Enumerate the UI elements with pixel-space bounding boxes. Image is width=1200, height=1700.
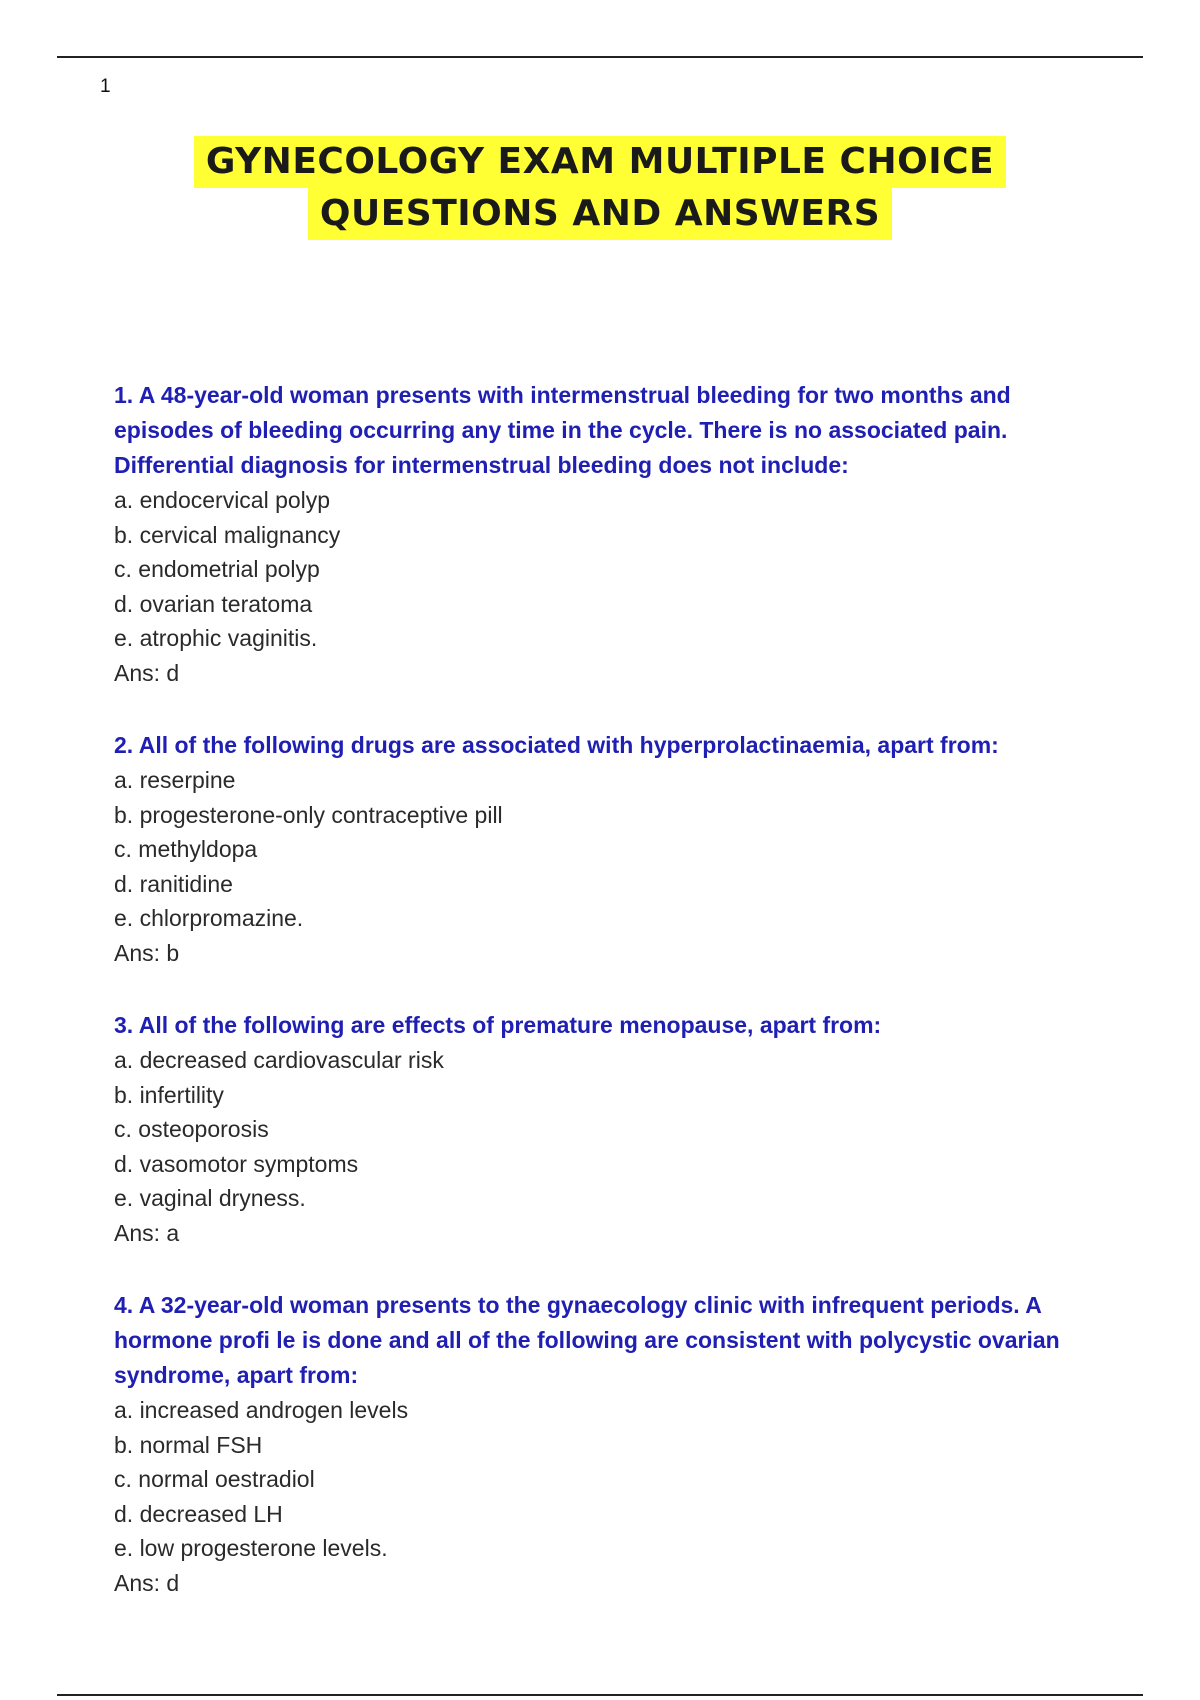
answer: Ans: d [114, 659, 180, 686]
title-line-1: GYNECOLOGY EXAM MULTIPLE CHOICE [194, 136, 1006, 188]
option-a: a. decreased cardiovascular risk [114, 1047, 444, 1073]
question-4 [114, 1288, 1074, 1600]
option-d: d. vasomotor symptoms [114, 1150, 359, 1177]
option-b: b. progesterone-only contraceptive pill [114, 801, 503, 828]
answer: Ans: d [114, 1569, 180, 1596]
question-text: 4. A 32-year-old woman presents to the gynaecology clinic with infrequent periods. A hormone profi le is done and all of the following are consistent with polycystic ovarian syndrome, apart from: [114, 1292, 1060, 1388]
bottom-rule [57, 1694, 1143, 1696]
page-title [0, 136, 1200, 240]
option-e: e. atrophic vaginitis. [114, 625, 318, 651]
option-c: c. methyldopa [114, 836, 258, 862]
option-b: b. normal FSH [114, 1431, 263, 1458]
option-d: d. ovarian teratoma [114, 590, 313, 617]
answer: Ans: b [114, 939, 180, 966]
option-e: e. vaginal dryness. [114, 1185, 306, 1211]
option-d: d. decreased LH [114, 1500, 283, 1527]
option-e: e. low progesterone levels. [114, 1535, 388, 1561]
option-b: b. infertility [114, 1081, 224, 1108]
question-list [114, 378, 1074, 1638]
question-1 [114, 378, 1074, 690]
option-a: a. increased androgen levels [114, 1397, 409, 1423]
option-d: d. ranitidine [114, 870, 233, 897]
option-c: c. osteoporosis [114, 1116, 269, 1142]
option-a: a. endocervical polyp [114, 487, 331, 513]
option-e: e. chlorpromazine. [114, 905, 304, 931]
question-text: 1. A 48-year-old woman presents with intermenstrual bleeding for two months and episodes of bleeding occurring any time in the cycle. There is no associated pain. Differential diagnosis for intermenstrual bleeding does not include: [114, 382, 1011, 478]
option-c: c. endometrial polyp [114, 556, 320, 582]
option-a: a. reserpine [114, 767, 236, 793]
option-b: b. cervical malignancy [114, 521, 341, 548]
page-number: 1 [100, 76, 111, 97]
top-rule [57, 56, 1143, 58]
question-2 [114, 728, 1074, 970]
question-3 [114, 1008, 1074, 1250]
option-c: c. normal oestradiol [114, 1466, 315, 1492]
answer: Ans: a [114, 1219, 180, 1246]
question-text: 2. All of the following drugs are associated with hyperprolactinaemia, apart from: [114, 732, 999, 758]
question-text: 3. All of the following are effects of premature menopause, apart from: [114, 1012, 882, 1038]
title-line-2: QUESTIONS AND ANSWERS [308, 188, 892, 240]
